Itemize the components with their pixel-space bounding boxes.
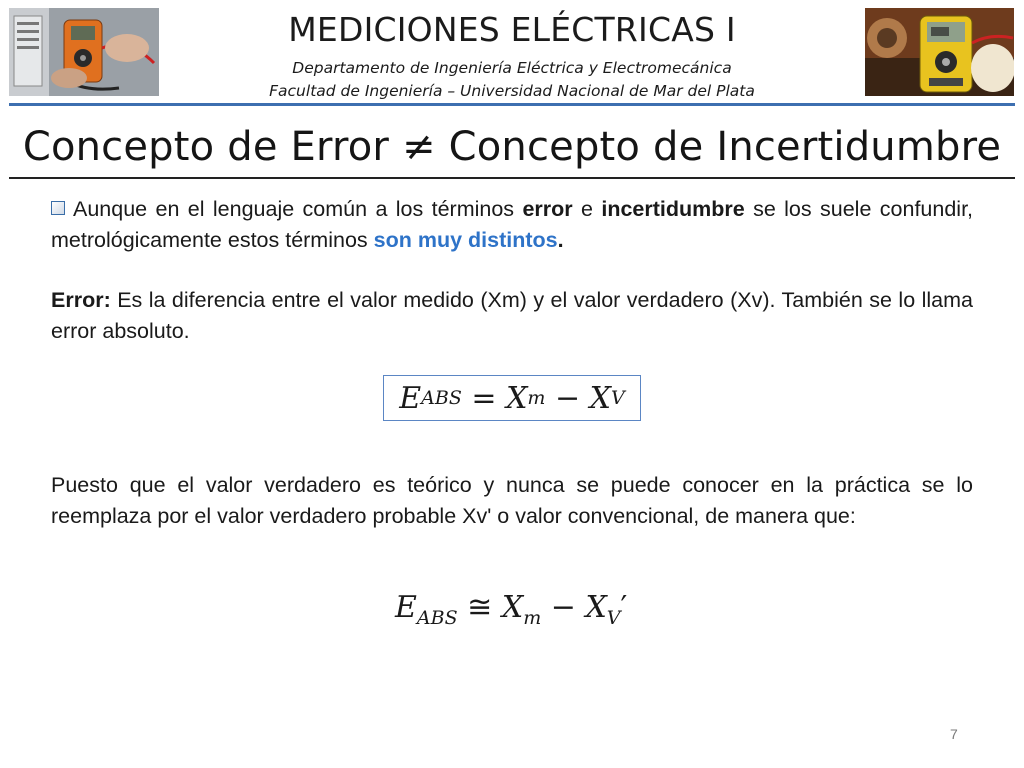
conventional-value-paragraph: Puesto que el valor verdadero es teórico y nunca se puede conocer en la práctica se lo reemplaza por el valor verdadero probable Xv' o valor convencional, de manera que: — [51, 473, 973, 528]
formula2-xm: X — [501, 590, 524, 625]
slide-title: Concepto de Error ≠ Concepto de Incertidumbre — [22, 124, 1002, 170]
formula2-approx: ≅ — [457, 590, 502, 625]
formula1-minus: − — [545, 380, 590, 416]
title-underline — [9, 177, 1015, 179]
slide-header — [0, 0, 1024, 106]
error-label: Error: — [51, 288, 111, 312]
highlight-distinct: son muy distintos — [373, 228, 558, 252]
formula2-e-sub: ABS — [416, 607, 458, 629]
formula1-xm: X — [506, 380, 528, 416]
formula1-xv-sub: V — [611, 387, 625, 409]
formula2-prime: ′ — [620, 590, 628, 625]
intro-text-2: e — [572, 197, 602, 221]
course-title: MEDICIONES ELÉCTRICAS I — [288, 10, 736, 49]
formula1-e: E — [399, 380, 422, 416]
intro-paragraph — [51, 194, 973, 256]
formula1-xm-sub: m — [527, 387, 546, 409]
error-definition — [51, 285, 973, 347]
intro-text-1: Aunque en el lenguaje común a los términos — [73, 197, 523, 221]
formula1-equals: = — [461, 380, 507, 416]
intro-period: . — [557, 228, 564, 252]
formula2-e: E — [395, 590, 417, 625]
department-subtitle: Departamento de Ingeniería Eléctrica y Electromecánica — [292, 59, 732, 77]
formula-approx-error — [395, 590, 627, 629]
formula2-xv-sub: V — [606, 607, 621, 629]
formula1-e-sub: ABS — [421, 387, 462, 409]
term-incertidumbre: incertidumbre — [601, 197, 745, 221]
formula2-xm-sub: m — [523, 607, 542, 629]
page-number: 7 — [950, 726, 958, 742]
formula1-xv: X — [589, 380, 612, 416]
formula2-xv: X — [585, 590, 607, 625]
faculty-subtitle: Facultad de Ingeniería – Universidad Nacional de Mar del Plata — [269, 82, 755, 100]
header-divider — [9, 103, 1015, 106]
checkbox-bullet-icon — [51, 201, 65, 215]
multimeter-photo-right — [865, 8, 1014, 96]
term-error: error — [522, 197, 573, 221]
formula2-minus: − — [541, 590, 586, 625]
error-definition-text: Es la diferencia entre el valor medido (Xm) y el valor verdadero (Xv). También se lo llama error absoluto. — [51, 288, 973, 343]
formula-absolute-error — [383, 375, 641, 421]
intro-text-3: se los suele confundir, metrológicamente estos términos — [51, 197, 974, 252]
multimeter-photo-right-art — [865, 8, 1014, 96]
